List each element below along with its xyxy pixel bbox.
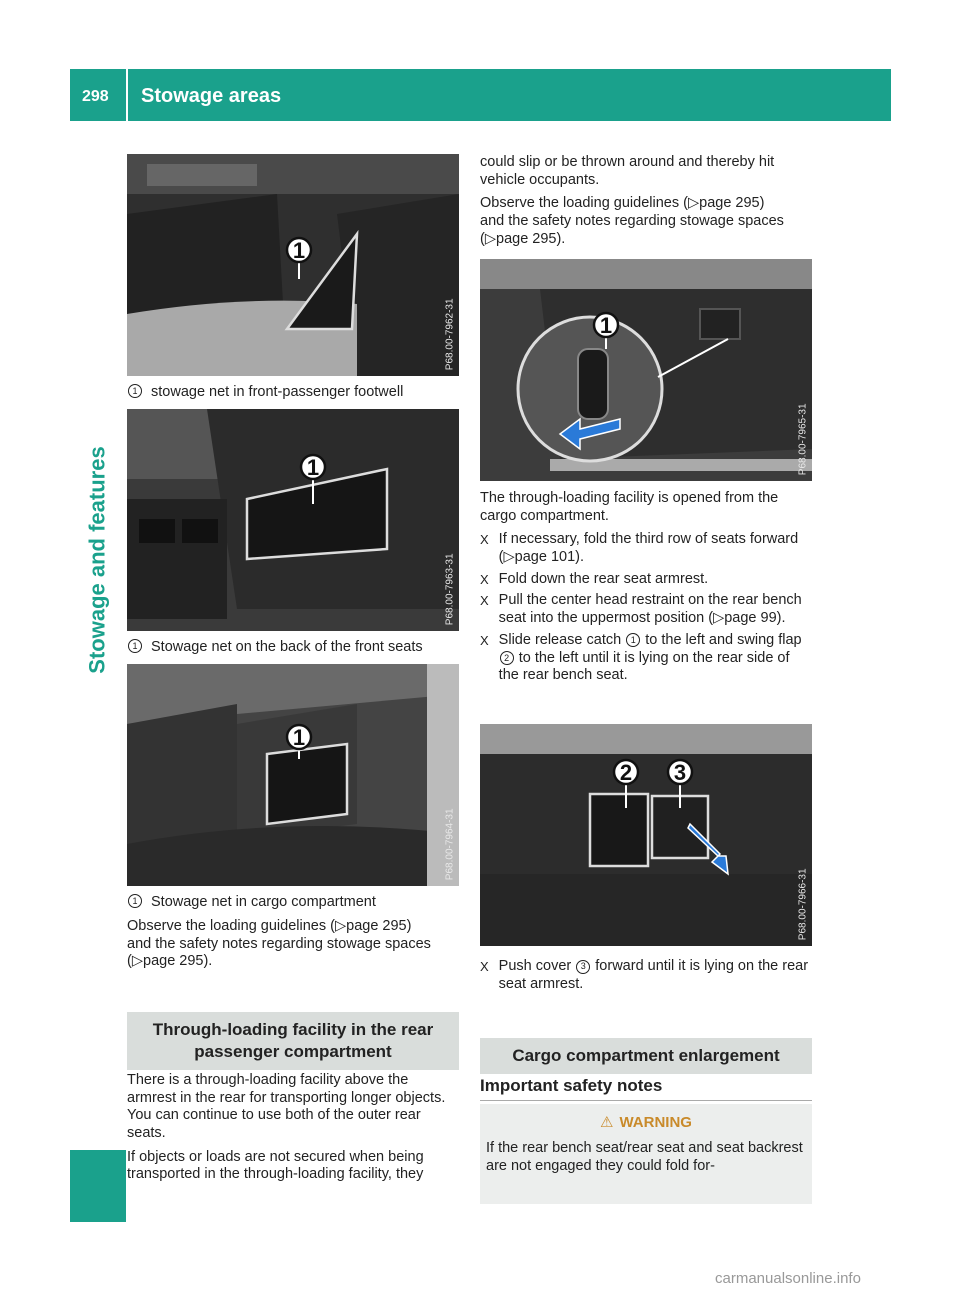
callout-ref: 1 <box>626 633 640 647</box>
caption-number: 1 <box>128 894 142 908</box>
figure-code: P68.00-7962-31 <box>444 298 456 370</box>
paragraph: The through-loading facility is opened from the cargo compartment. <box>480 490 779 524</box>
page-ref-icon: ▷ <box>713 610 725 627</box>
page-ref-link[interactable]: page 295). <box>143 953 213 970</box>
figure-code: P68.00-7963-31 <box>444 553 456 625</box>
text: and the safety notes regarding stowage spaces <box>127 935 431 952</box>
page-ref-link[interactable]: page 101). <box>514 549 585 566</box>
text: Push cover <box>498 958 576 974</box>
figure-release-catch <box>480 259 812 481</box>
figure-footwell-net <box>127 154 459 376</box>
section-title-line-1: Through-loading facility in the rear <box>152 1020 434 1039</box>
step-arrow-icon: X <box>480 632 489 648</box>
watermark: carmanualsonline.info <box>715 1270 861 1287</box>
page-title: Stowage areas <box>141 85 282 107</box>
page-header <box>70 69 891 121</box>
warning-box <box>480 1104 812 1204</box>
body-text-left <box>127 1072 459 1190</box>
section-title-line-2: passenger compartment <box>194 1042 392 1062</box>
observe-guidelines-left <box>127 918 459 971</box>
page-ref-icon: ▷ <box>484 230 496 247</box>
page-ref-icon: ▷ <box>334 918 347 934</box>
figure-code: P68.00-7964-31 <box>444 808 456 880</box>
page-ref-link[interactable]: page 99). <box>724 610 786 627</box>
section-heading-cargo-enlargement <box>480 1038 812 1074</box>
callout-ref: 3 <box>576 960 590 974</box>
chapter-side-label: Stowage and features <box>84 446 110 674</box>
warning-label: WARNING <box>619 1114 692 1131</box>
step-item <box>480 531 812 566</box>
figure-caption <box>127 384 403 402</box>
text: and the safety notes regarding stowage spaces <box>480 213 784 230</box>
section-title: Cargo compartment enlargement <box>512 1046 780 1065</box>
header-divider <box>126 69 128 121</box>
observe-guidelines-right <box>480 195 812 248</box>
step-arrow-icon: X <box>480 593 489 609</box>
figure-code: P68.00-7966-31 <box>797 868 809 940</box>
callout-3: 3 <box>673 760 687 785</box>
callout-1: 1 <box>292 725 306 750</box>
instructions <box>480 490 812 689</box>
subheading-safety-notes: Important safety notes <box>480 1076 663 1095</box>
page-ref-link[interactable]: page 295) <box>346 918 412 934</box>
instructions-2 <box>480 958 812 997</box>
step-item <box>480 958 812 993</box>
step-item <box>480 571 812 589</box>
warning-icon: ⚠ <box>600 1114 614 1131</box>
chapter-tab-marker <box>70 1150 126 1222</box>
section-heading-through-loading <box>127 1012 459 1070</box>
step-item <box>480 592 812 627</box>
callout-2: 2 <box>619 760 633 785</box>
caption-number: 1 <box>128 639 142 653</box>
figure-caption <box>127 894 376 912</box>
step-arrow-icon: X <box>480 532 489 548</box>
warning-title <box>486 1114 806 1132</box>
caption-number: 1 <box>128 384 142 398</box>
text: forward until it is lying on the rear seat armrest. <box>498 958 809 992</box>
figure-cover-flap <box>480 724 812 946</box>
divider <box>480 1100 812 1101</box>
callout-1: 1 <box>306 455 320 480</box>
callout-ref: 2 <box>500 651 514 665</box>
warning-text: If the rear bench seat/rear seat and seat backrest are not engaged they could fold for- <box>486 1140 803 1174</box>
caption-text: Stowage net on the back of the front seats <box>151 639 423 655</box>
figure-seatback-net <box>127 409 459 631</box>
figure-cargo-net <box>127 664 459 886</box>
figure-caption <box>127 639 423 657</box>
text: Observe the loading guidelines ( <box>480 195 688 212</box>
paragraph: There is a through-loading facility above the armrest in the rear for transporting longer objects. You can continue to use both of the outer rear seats. <box>127 1072 446 1142</box>
step-item <box>480 632 812 685</box>
paragraph: If objects or loads are not secured when being transported in the through-loading facility, they <box>127 1148 424 1183</box>
caption-text: Stowage net in cargo compartment <box>151 894 376 910</box>
page-ref-icon: ▷ <box>131 953 143 970</box>
step-arrow-icon: X <box>480 571 489 587</box>
caption-text: stowage net in front-passenger footwell <box>151 384 404 400</box>
text: Fold down the rear seat armrest. <box>498 570 709 587</box>
page-ref-icon: ▷ <box>503 549 515 566</box>
body-text-right-top <box>480 154 812 254</box>
text: If necessary, fold the third row of seats forward ( <box>498 531 799 566</box>
text: ( <box>127 953 132 970</box>
callout-1: 1 <box>292 238 306 263</box>
text: to the left until it is lying on the rear side of the rear bench seat. <box>498 649 790 684</box>
text: to the left and swing flap <box>641 631 802 648</box>
step-arrow-icon: X <box>480 959 489 974</box>
text: Observe the loading guidelines ( <box>127 918 335 934</box>
page-ref-link[interactable]: page 295). <box>496 230 566 247</box>
page-number: 298 <box>82 88 109 105</box>
text: ( <box>480 230 485 247</box>
callout-1: 1 <box>599 313 613 338</box>
page-ref-link[interactable]: page 295) <box>699 195 765 212</box>
text: Pull the center head restraint on the rear bench seat into the uppermost position ( <box>498 592 802 627</box>
page-ref-icon: ▷ <box>687 195 700 212</box>
text: Slide release catch <box>498 631 626 648</box>
paragraph: could slip or be thrown around and thereby hit vehicle occupants. <box>480 154 775 188</box>
figure-code: P68.00-7965-31 <box>797 403 809 475</box>
